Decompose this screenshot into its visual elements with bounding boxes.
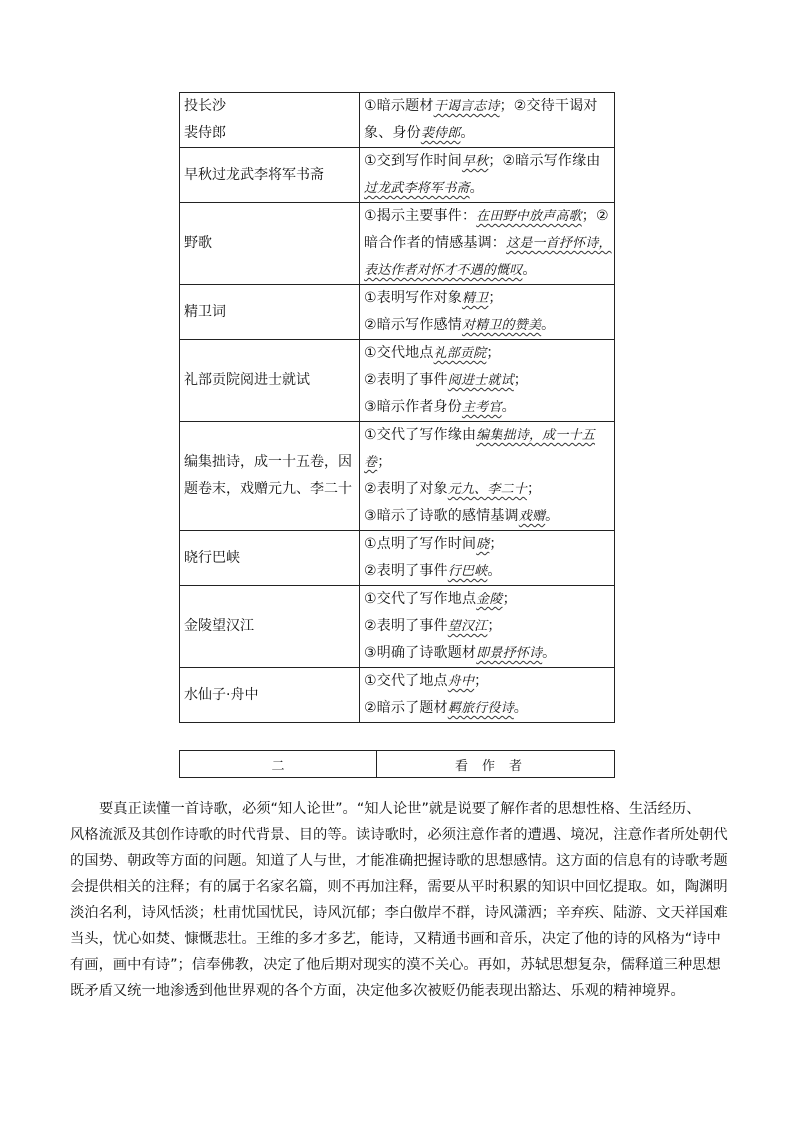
handwritten-answer: 阅进士就试 [447, 373, 514, 388]
poem-analysis-cell [360, 203, 615, 285]
table-row [180, 148, 615, 203]
table-row [180, 340, 615, 422]
section-number: 二 [180, 751, 377, 778]
analysis-line [364, 586, 610, 613]
analysis-line [364, 476, 610, 503]
poem-analysis-cell [360, 340, 615, 422]
handwritten-answer: 行巴峡 [447, 564, 488, 579]
analysis-text: ； [486, 345, 501, 361]
poem-title-table [179, 92, 615, 723]
analysis-text: ①交到写作时间 [364, 153, 462, 169]
table-row [180, 422, 615, 531]
analysis-line [364, 449, 610, 476]
handwritten-answer: 礼部贡院 [433, 346, 487, 361]
analysis-text: ①交代了写作地点 [364, 591, 477, 607]
table-row [180, 285, 615, 340]
analysis-text: 。 [522, 262, 537, 278]
paragraph-line: 要真正读懂一首诗歌，必须“知人论世”。“知人论世”就是说要了解作者的思想性格、生活经历、 [99, 801, 701, 817]
analysis-text: ； [488, 290, 503, 306]
section-header [179, 750, 615, 778]
analysis-text: ； [487, 618, 502, 634]
handwritten-answer: 羁旅行役诗 [447, 701, 514, 716]
poem-analysis-cell [360, 531, 615, 586]
analysis-line [364, 312, 610, 339]
poem-title-line: 早秋过龙武李将军书斋 [184, 166, 324, 183]
table-row [180, 668, 615, 723]
analysis-line [364, 503, 610, 530]
poem-title-line: 水仙子·舟中 [184, 686, 259, 703]
analysis-text: 象、身份 [364, 125, 421, 141]
poem-title-cell [180, 93, 360, 148]
poem-title-line: 金陵望汉江 [184, 618, 254, 634]
analysis-text: 暗合作者的情感基调： [364, 235, 506, 251]
analysis-text: ①揭示主要事件： [364, 208, 477, 224]
poem-analysis-cell [360, 148, 615, 203]
handwritten-answer: 主考官 [461, 400, 502, 415]
handwritten-answer: 在田野中放声高歌 [476, 209, 582, 224]
analysis-line [364, 367, 610, 394]
analysis-line [364, 531, 610, 558]
handwritten-answer: 望汉江 [447, 619, 488, 634]
handwritten-answer: 裴侍郎 [420, 126, 461, 141]
analysis-text: ①点明了写作时间 [364, 536, 477, 552]
analysis-text: ； [513, 372, 528, 388]
analysis-line [364, 120, 610, 147]
poem-analysis-cell [360, 93, 615, 148]
poem-table-body [180, 93, 615, 723]
analysis-text: ③明确了诗歌题材 [364, 645, 477, 661]
poem-title-cell [180, 285, 360, 340]
analysis-line [364, 93, 610, 120]
paragraph-line: 风格流派及其创作诗歌的时代背景、目的等。读诗歌时，必须注意作者的遭遇、境况，注意作者所处朝代 [70, 827, 728, 843]
analysis-line [364, 695, 610, 722]
analysis-line [364, 285, 610, 312]
poem-analysis-cell [360, 668, 615, 723]
handwritten-answer: 戏赠 [518, 509, 546, 524]
analysis-text: ③暗示了诗歌的感情基调 [364, 508, 519, 524]
table-row [180, 586, 615, 668]
poem-title-line: 礼部贡院阅进士就试 [184, 372, 310, 388]
analysis-text: 。 [501, 399, 516, 415]
analysis-text: ； [502, 591, 517, 607]
analysis-text: ①表明写作对象 [364, 290, 462, 306]
handwritten-answer: 晓 [476, 537, 490, 552]
handwritten-answer: 对精卫的赞美 [461, 318, 542, 333]
poem-title-cell [180, 203, 360, 285]
paragraph-line: 会提供相关的注释；有的属于名家名篇，则不再加注释，需要从平时积累的知识中回忆提取。如，陶渊明 [70, 879, 728, 895]
analysis-line [364, 640, 610, 667]
poem-title-line: 精卫词 [184, 303, 226, 320]
table-row [180, 531, 615, 586]
poem-analysis-cell [360, 285, 615, 340]
analysis-text: ； [474, 673, 489, 689]
analysis-text: ②表明了对象 [364, 481, 448, 497]
analysis-text: 。 [513, 700, 528, 716]
analysis-line [364, 175, 610, 202]
poem-title-cell [180, 148, 360, 203]
poem-title-line: 晓行巴峡 [184, 549, 240, 566]
poem-title-cell [180, 586, 360, 668]
analysis-text: ②表明了事件 [364, 618, 448, 634]
handwritten-answer: 过龙武李将军书斋 [364, 181, 470, 196]
analysis-line [364, 613, 610, 640]
handwritten-answer: 这是一首抒怀诗， [506, 236, 612, 251]
analysis-line [364, 340, 610, 367]
poem-analysis-cell [360, 586, 615, 668]
table-row [180, 203, 615, 285]
analysis-text: ②暗示写作感情 [364, 317, 462, 333]
paragraph-line: 淡泊名利，诗风恬淡；杜甫忧国忧民，诗风沉郁；李白傲岸不群，诗风潇洒；辛弃疾、陆游、文天祥国难 [70, 905, 728, 921]
analysis-line [364, 257, 610, 284]
paragraph-line: 既矛盾又统一地渗透到他世界观的各个方面，决定他多次被贬仍能表现出豁达、乐观的精神境界。 [70, 983, 685, 999]
handwritten-answer: 金陵 [476, 592, 503, 607]
analysis-line [364, 422, 610, 449]
analysis-text: ①交代了写作缘由 [364, 427, 477, 443]
analysis-text: 。 [460, 125, 475, 141]
analysis-text: ； [489, 536, 504, 552]
analysis-line [364, 558, 610, 585]
poem-title-cell [180, 422, 360, 531]
analysis-text: ①交代了地点 [364, 673, 448, 689]
handwritten-answer: 卷 [364, 455, 378, 470]
analysis-text: ；②暗示写作缘由 [488, 153, 601, 169]
poem-title-cell [180, 668, 360, 723]
poem-title-line: 题卷末，戏赠元九、李二十 [184, 481, 352, 497]
handwritten-answer: 早秋 [461, 154, 489, 169]
analysis-line [364, 394, 610, 421]
analysis-line [364, 668, 610, 695]
poem-title-line: 野歌 [184, 235, 212, 251]
analysis-text: ①暗示题材 [364, 98, 434, 114]
handwritten-answer: 即景抒怀诗 [476, 646, 543, 661]
handwritten-answer: 表达作者对怀才不遇的慨叹 [364, 263, 523, 278]
analysis-text: 。 [541, 317, 556, 333]
analysis-text: ②表明了事件 [364, 563, 448, 579]
analysis-text: ②表明了事件 [364, 372, 448, 388]
handwritten-answer: 编集拙诗，成一十五 [476, 428, 595, 443]
handwritten-answer: 干谒言志诗 [433, 99, 500, 114]
analysis-text: ； [526, 481, 542, 497]
handwritten-answer: 元九、李二十 [447, 482, 527, 497]
poem-analysis-cell [360, 422, 615, 531]
section-title: 看作者 [377, 751, 615, 778]
analysis-text: 。 [545, 508, 560, 524]
analysis-text: 。 [542, 645, 557, 661]
analysis-text: ①交代地点 [364, 345, 434, 361]
analysis-line [364, 230, 610, 257]
analysis-line [364, 203, 610, 230]
analysis-text: 。 [487, 563, 502, 579]
poem-title-cell [180, 340, 360, 422]
paragraph-line: 当头，忧心如焚、慷慨悲壮。王维的多才多艺，能诗，又精通书画和音乐，决定了他的诗的风格为“诗中 [70, 931, 721, 947]
poem-title-line: 投长沙 [184, 98, 226, 114]
poem-title-line: 编集拙诗，成一十五卷，因 [184, 454, 352, 470]
poem-title-cell [180, 531, 360, 586]
analysis-text: ；②交待干谒对 [499, 98, 598, 114]
analysis-text: ③暗示作者身份 [364, 399, 462, 415]
analysis-line [364, 148, 610, 175]
analysis-text: 。 [469, 180, 484, 196]
handwritten-answer: 精卫 [461, 291, 489, 306]
analysis-text: ； [377, 454, 392, 470]
analysis-text: ；② [581, 208, 609, 224]
handwritten-answer: 舟中 [447, 674, 475, 689]
body-paragraph [70, 796, 726, 1004]
poem-title-line: 裴侍郎 [184, 125, 226, 141]
paragraph-line: 有画，画中有诗”；信奉佛教，决定了他后期对现实的漠不关心。再如，苏轼思想复杂，儒释道三种思想 [70, 957, 721, 973]
paragraph-line: 的国势、朝政等方面的问题。知道了人与世，才能准确把握诗歌的思想感情。这方面的信息有的诗歌考题 [70, 853, 728, 869]
analysis-text: ②暗示了题材 [364, 700, 448, 716]
table-row [180, 93, 615, 148]
